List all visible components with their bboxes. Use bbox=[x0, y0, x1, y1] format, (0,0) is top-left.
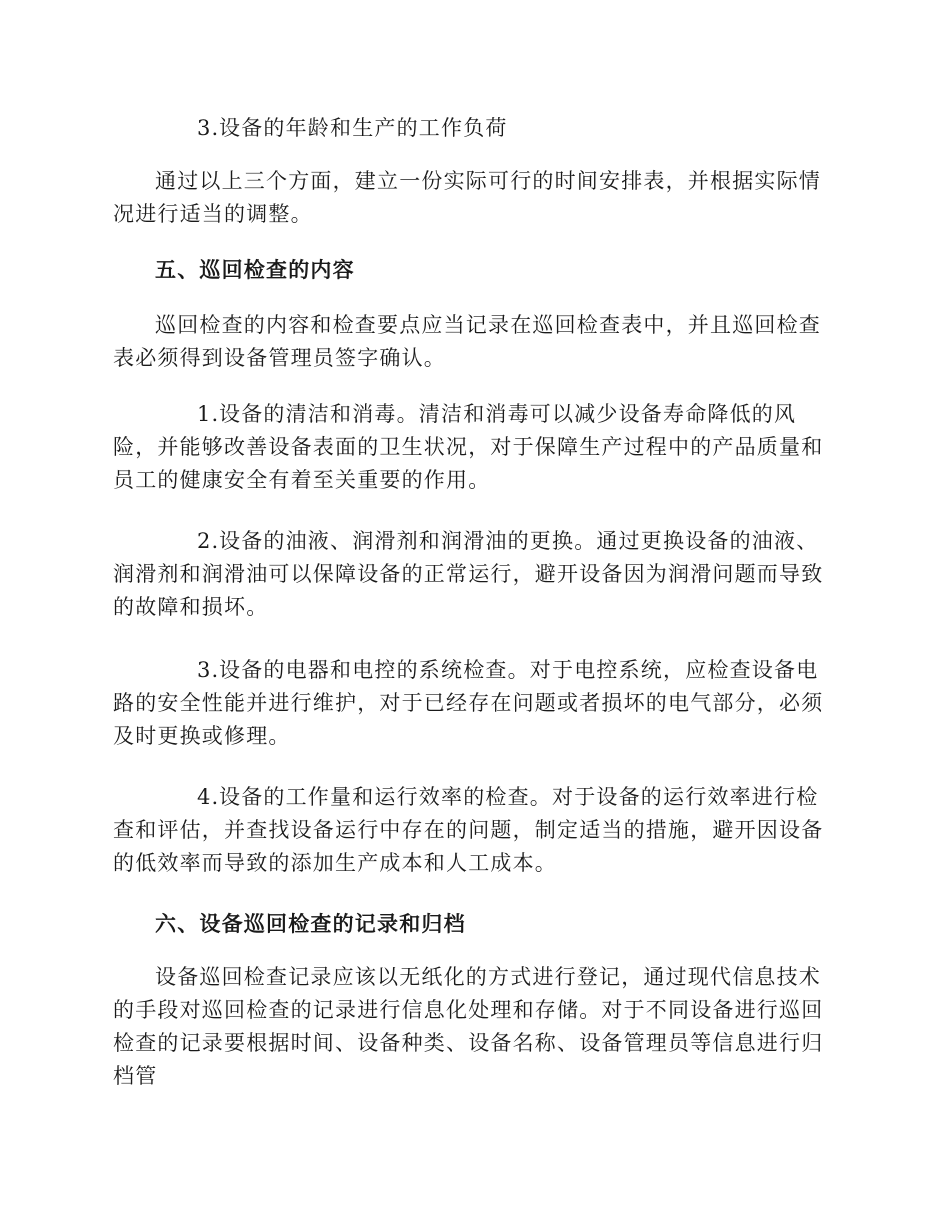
section-5-intro: 巡回检查的内容和检查要点应当记录在巡回检查表中，并且巡回检查表必须得到设备管理员签字确认。 bbox=[113, 313, 821, 370]
list-item-text: 设备的年龄和生产的工作负荷 bbox=[219, 116, 508, 140]
list-item bbox=[113, 525, 833, 624]
list-item-text: 设备的油液、润滑剂和润滑油的更换。通过更换设备的油液、润滑剂和润滑油可以保障设备的正常运行，避开设备因为润滑问题而导致的故障和损坏。 bbox=[113, 529, 824, 619]
list-item-number: 4. bbox=[197, 785, 220, 809]
list-item-text: 设备的工作量和运行效率的检查。对于设备的运行效率进行检查和评估，并查找设备运行中存在的问题，制定适当的措施，避开因设备的低效率而导致的添加生产成本和人工成本。 bbox=[113, 785, 824, 875]
section-6-heading: 六、设备巡回检查的记录和归档 bbox=[155, 912, 466, 936]
list-item bbox=[113, 781, 833, 880]
list-item bbox=[113, 398, 833, 497]
list-item-text: 设备的清洁和消毒。清洁和消毒可以减少设备寿命降低的风险，并能够改善设备表面的卫生状况，对于保障生产过程中的产品质量和员工的健康安全有着至关重要的作用。 bbox=[113, 402, 824, 492]
section-5-heading: 五、巡回检查的内容 bbox=[155, 258, 355, 282]
list-item-text: 设备的电器和电控的系统检查。对于电控系统，应检查设备电路的安全性能并进行维护，对于已经存在问题或者损坏的电气部分，必须及时更换或修理。 bbox=[113, 658, 824, 748]
list-item-number: 3. bbox=[197, 116, 220, 140]
list-item-number: 1. bbox=[197, 402, 220, 426]
list-item bbox=[113, 654, 833, 753]
list-item-number: 3. bbox=[197, 658, 220, 682]
paragraph-schedule: 通过以上三个方面，建立一份实际可行的时间安排表，并根据实际情况进行适当的调整。 bbox=[113, 169, 821, 226]
section-6-paragraph: 设备巡回检查记录应该以无纸化的方式进行登记，通过现代信息技术的手段对巡回检查的记录进行信息化处理和存储。对于不同设备进行巡回检查的记录要根据时间、设备种类、设备名称、设备管理员等信息进行归档管 bbox=[113, 965, 824, 1088]
list-item-top bbox=[113, 112, 833, 145]
list-item-number: 2. bbox=[197, 529, 220, 553]
